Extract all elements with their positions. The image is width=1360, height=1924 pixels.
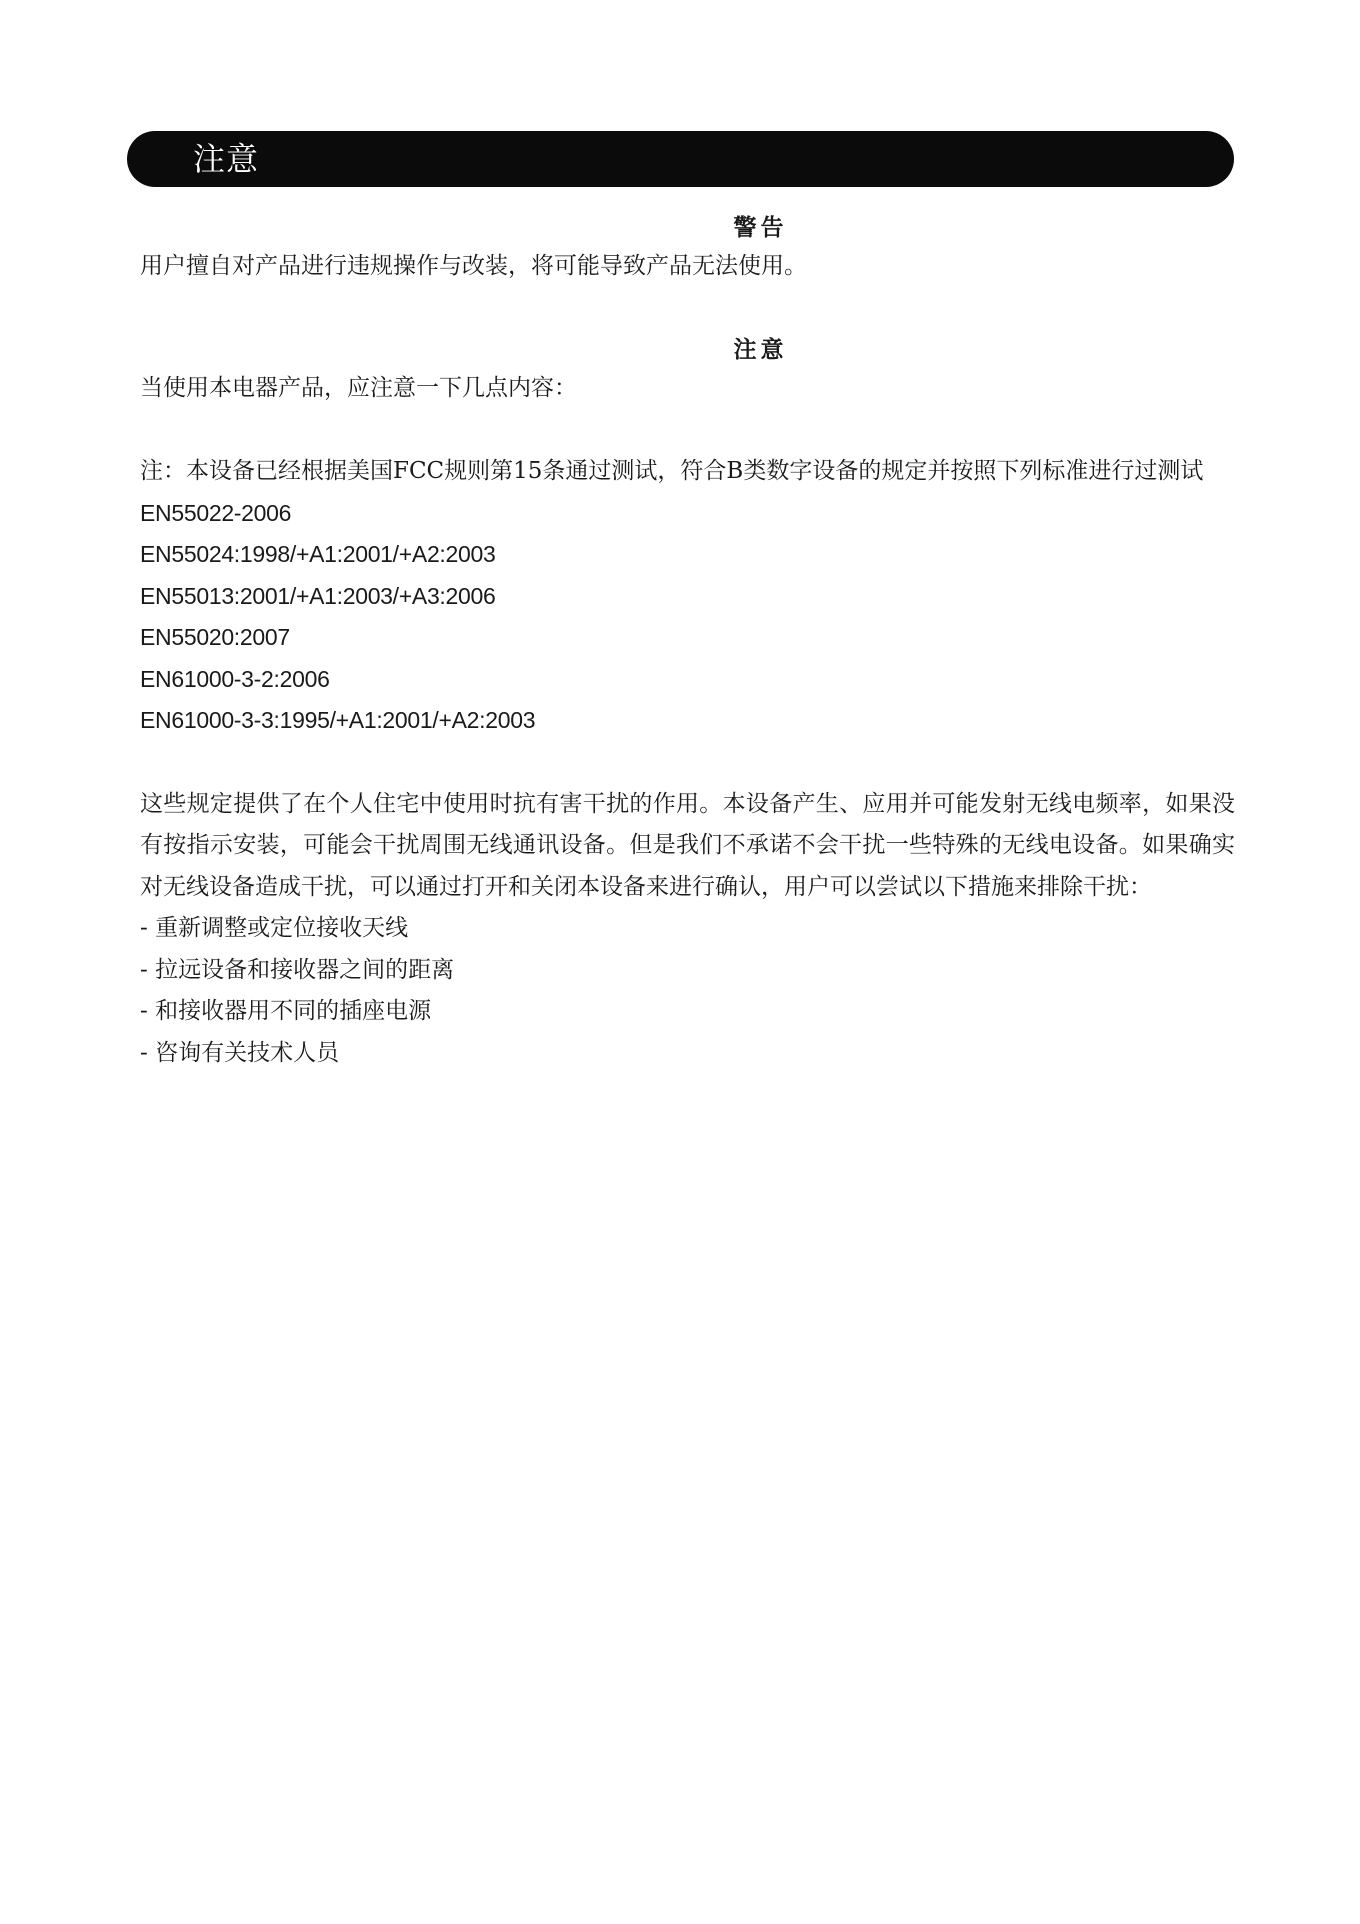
standard-item: EN61000-3-2:2006 bbox=[140, 665, 330, 692]
fcc-note: 注：本设备已经根据美国FCC规则第15条通过测试，符合B类数字设备的规定并按照下列标准进行过测试 bbox=[140, 458, 1204, 484]
standard-item: EN55020:2007 bbox=[140, 624, 290, 650]
standards-list bbox=[140, 493, 1235, 742]
caution-intro: 当使用本电器产品，应注意一下几点内容： bbox=[140, 374, 577, 401]
standard-item: EN55013:2001/+A1:2003/+A3:2006 bbox=[140, 582, 496, 609]
standard-item: EN55022-2006 bbox=[140, 499, 292, 526]
warning-text: 用户擅自对产品进行违规操作与改装，将可能导致产品无法使用。 bbox=[140, 253, 807, 279]
section-header-title: 注意 bbox=[193, 140, 260, 178]
spacer bbox=[140, 288, 1235, 332]
standard-item: EN55024:1998/+A1:2001/+A2:2003 bbox=[140, 541, 496, 567]
measure-item: - 重新调整或定位接收天线 bbox=[140, 915, 409, 941]
interference-paragraph: 这些规定提供了在个人住宅中使用时抗有害干扰的作用。本设备产生、应用并可能发射无线电频率，如果没有按指示安装，可能会干扰周围无线通讯设备。但是我们不承诺不会干扰一些特殊的无线电设备。如果确实对无线设备造成干扰，可以通过打开和关闭本设备来进行确认，用户可以尝试以下措施来排除干扰： bbox=[140, 790, 1235, 900]
warning-heading: 警告 bbox=[733, 215, 788, 241]
section-header-bar bbox=[127, 131, 1234, 187]
measure-item: - 和接收器用不同的插座电源 bbox=[140, 998, 432, 1024]
measures-list bbox=[140, 908, 1235, 1074]
measure-item: - 拉远设备和接收器之间的距离 bbox=[140, 956, 455, 983]
document-body bbox=[140, 210, 1235, 1074]
standard-item: EN61000-3-3:1995/+A1:2001/+A2:2003 bbox=[140, 707, 536, 733]
caution-heading: 注意 bbox=[733, 336, 788, 363]
measure-item: - 咨询有关技术人员 bbox=[140, 1039, 340, 1066]
spacer bbox=[140, 409, 1235, 451]
spacer bbox=[140, 742, 1235, 784]
